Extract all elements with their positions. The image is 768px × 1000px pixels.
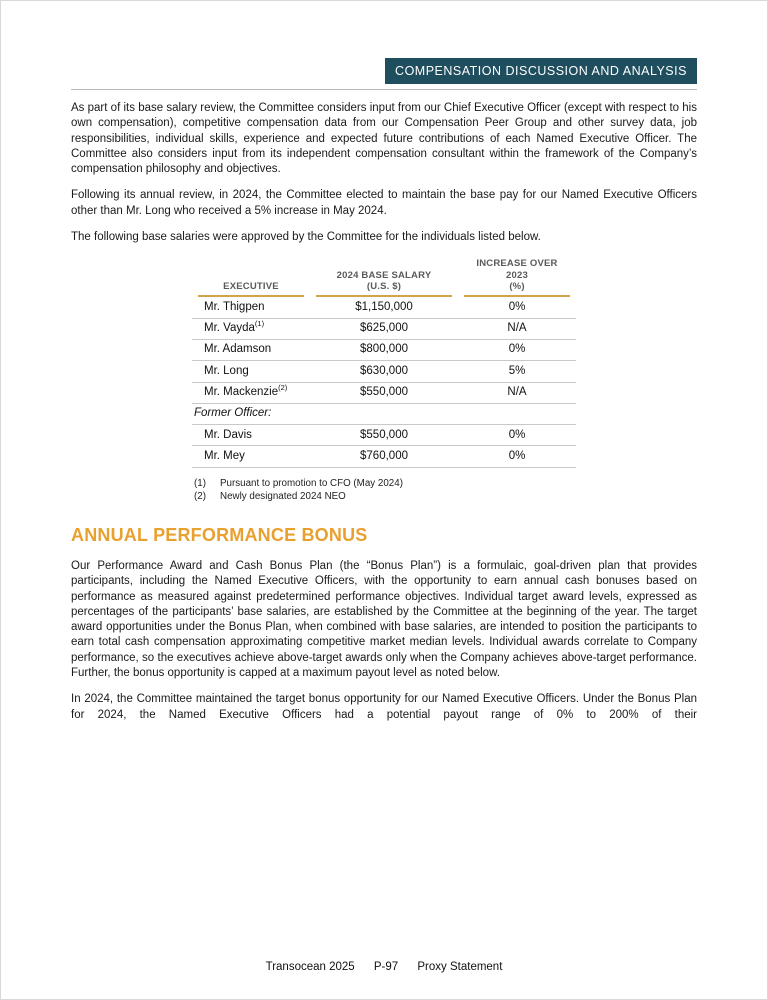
footnote-marker: (1): [194, 477, 206, 489]
base-salary-table-header: [192, 258, 576, 297]
paragraph-bonus-plan-overview: Our Performance Award and Cash Bonus Plan (the “Bonus Plan”) is a formulaic, goal-driven plan that provides participants, including the Named Executive Officers, with the opportunity to earn annual cash bonuses based on performance as measured against predetermined performance objectives. Individual target award levels, expressed as percentages of the participants’ base salaries, are established by the Committee at the beginning of the year. The target award opportunities under the Bonus Plan, when combined with base salaries, are intended to position the participants to earn total cash compensation approximating competitive market median levels. Individual awards correlate to Company performance, so the executives achieve above-target awards only when the Company achieves above-target performance. Further, the bonus opportunity is capped at a maximum payout level as noted below.: [71, 560, 697, 680]
table-row: [192, 361, 576, 382]
executive-name: Mr. Vayda: [204, 322, 255, 335]
increase-value: N/A: [458, 382, 576, 403]
table-row: [192, 297, 576, 318]
column-header-executive: EXECUTIVE: [198, 281, 304, 297]
executive-name: Mr. Mackenzie: [204, 386, 279, 399]
base-salary-value: $625,000: [310, 318, 458, 339]
column-header-increase: INCREASE OVER 2023 (%): [464, 258, 570, 297]
increase-value: 0%: [458, 425, 576, 446]
base-salary-value: $550,000: [310, 425, 458, 446]
table-footnotes: [194, 477, 697, 503]
paragraph-base-salary-review: As part of its base salary review, the Committee considers input from our Chief Executive Officer (except with respect to his own compensation), competitive compensation data from our Compensation Peer Group and other survey data, job responsibilities, individual skills, experience and expected future contributions of each Named Executive Officer. The Committee also considers input from its independent compensation consultant within the framework of the Company’s compensation philosophy and objectives.: [71, 102, 697, 176]
footnote-1: [194, 477, 697, 490]
increase-value: 0%: [458, 297, 576, 318]
base-salary-value: $800,000: [310, 339, 458, 360]
footer-page-number: P-97: [373, 961, 399, 973]
paragraph-2024-target-bonus: In 2024, the Committee maintained the target bonus opportunity for our Named Executive Officers. Under the Bonus Plan for 2024, the Named Executive Officers had a potential payout range of 0% to 200% of their: [71, 693, 697, 721]
executive-name: Mr. Davis: [192, 425, 310, 446]
table-row-former-officer-label: [192, 403, 576, 424]
page-footer: [1, 961, 767, 973]
body-copy: [71, 101, 697, 723]
increase-value: 5%: [458, 361, 576, 382]
header-divider: [71, 89, 697, 90]
footnote-text: Pursuant to promotion to CFO (May 2024): [220, 477, 403, 489]
executive-name: Mr. Long: [204, 364, 249, 377]
footnote-text: Newly designated 2024 NEO: [220, 490, 346, 502]
increase-value: 0%: [458, 446, 576, 467]
base-salary-value: $760,000: [310, 446, 458, 467]
table-row: [192, 446, 576, 467]
former-officer-label: Former Officer:: [192, 403, 576, 424]
paragraph-annual-review: Following its annual review, in 2024, the Committee elected to maintain the base pay for our Named Executive Officers other than Mr. Long who received a 5% increase in May 2024.: [71, 189, 697, 217]
increase-value: N/A: [458, 318, 576, 339]
increase-value: 0%: [458, 339, 576, 360]
section-heading-annual-performance-bonus: ANNUAL PERFORMANCE BONUS: [71, 525, 368, 546]
footer-company: Transocean 2025: [265, 961, 355, 973]
footnote-ref: (1): [254, 319, 265, 329]
paragraph-table-intro: The following base salaries were approved by the Committee for the individuals listed below.: [71, 230, 541, 243]
executive-name: Mr. Thigpen: [204, 300, 265, 313]
base-salary-table: [192, 258, 576, 467]
executive-name: Mr. Mey: [192, 446, 310, 467]
footnote-marker: (2): [194, 490, 206, 502]
base-salary-value: $550,000: [310, 382, 458, 403]
executive-name: Mr. Adamson: [204, 343, 272, 356]
base-salary-value: $1,150,000: [310, 297, 458, 318]
table-row: [192, 318, 576, 339]
footer-doc-title: Proxy Statement: [417, 961, 503, 973]
column-header-salary: 2024 BASE SALARY (U.S. $): [316, 270, 452, 298]
base-salary-value: $630,000: [310, 361, 458, 382]
table-row: [192, 425, 576, 446]
section-banner: COMPENSATION DISCUSSION AND ANALYSIS: [385, 58, 697, 84]
footnote-ref: (2): [278, 383, 288, 393]
table-row: [192, 339, 576, 360]
table-row: [192, 382, 576, 403]
footnote-2: [194, 490, 697, 503]
